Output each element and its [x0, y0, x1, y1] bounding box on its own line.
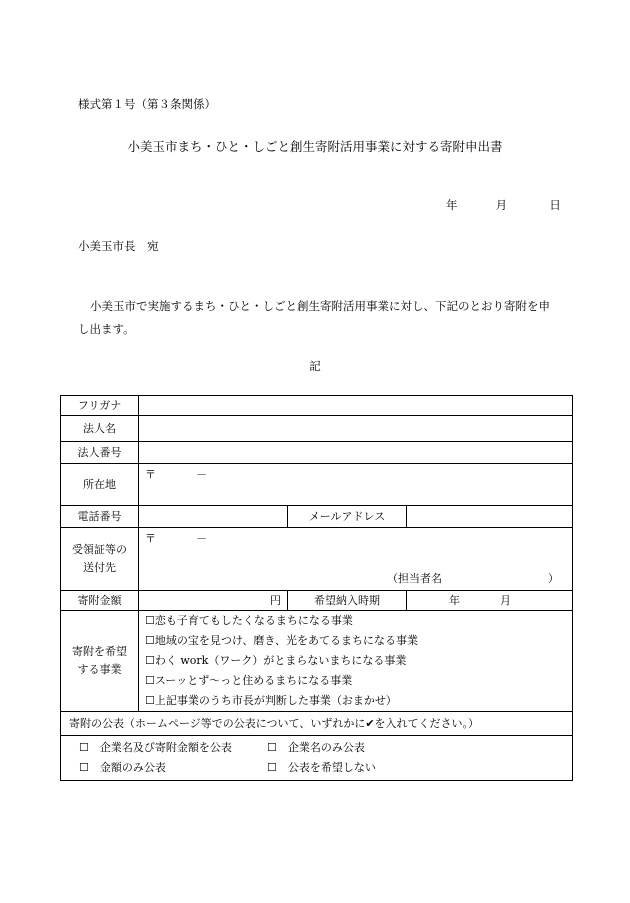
- publication-option[interactable]: ☐ 金額のみ公表: [79, 761, 166, 774]
- amount-label: 寄附金額: [61, 591, 139, 611]
- email-label: メールアドレス: [288, 506, 407, 528]
- project-option[interactable]: ☐わく work（ワーク）がとまらないまちになる事業: [145, 654, 407, 667]
- person-in-charge-close: ）: [548, 572, 559, 585]
- receipt-postal-mark: 〒: [145, 532, 156, 545]
- corp-name-label: 法人名: [61, 416, 139, 442]
- receipt-postal-dash: －: [196, 532, 207, 545]
- corp-number-field[interactable]: [139, 442, 573, 464]
- receipt-to-field[interactable]: [139, 528, 573, 591]
- period-month: 月: [500, 593, 511, 607]
- body-text: [78, 295, 560, 341]
- receipt-to-label: [61, 528, 139, 591]
- furigana-field[interactable]: [139, 396, 573, 416]
- publication-options: [61, 736, 573, 781]
- project-option[interactable]: ☐スーッとず〜っと住めるまちになる事業: [145, 674, 353, 687]
- person-in-charge-open: （担当者名: [387, 572, 442, 585]
- person-in-charge: [387, 570, 559, 588]
- projects-label-line1: 寄附を希望: [72, 645, 127, 658]
- document-title: 小美玉市まち・ひと・しごと創生寄附活用事業に対する寄附申出書: [127, 139, 503, 154]
- donation-form-table: [60, 395, 573, 781]
- date-line: [446, 197, 561, 213]
- receipt-to-label-line2: 送付先: [83, 561, 116, 574]
- amount-field[interactable]: [139, 591, 288, 611]
- location-field[interactable]: [139, 464, 573, 506]
- projects-label-line2: する事業: [77, 663, 122, 676]
- desired-period-field[interactable]: [407, 591, 573, 611]
- date-day: 日: [549, 198, 561, 212]
- phone-label: 電話番号: [61, 506, 139, 528]
- location-label: 所在地: [61, 464, 139, 506]
- addressee: 小美玉市長 宛: [78, 239, 159, 253]
- yen-unit: 円: [270, 593, 281, 607]
- ki-heading: 記: [309, 359, 321, 373]
- projects-label: [61, 611, 139, 712]
- projects-list: [139, 611, 573, 712]
- body-text-content: 小美玉市で実施するまち・ひと・しごと創生寄附活用事業に対し、下記のとおり寄附を申し出ます。: [78, 299, 550, 336]
- publication-option[interactable]: ☐ 企業名及び寄附金額を公表: [79, 741, 232, 754]
- form-reference: 様式第１号（第３条関係）: [78, 97, 216, 111]
- desired-period-label: 希望納入時期: [288, 591, 407, 611]
- project-option[interactable]: ☐恋も子育てもしたくなるまちになる事業: [145, 614, 353, 627]
- publication-note: 寄附の公表（ホームページ等での公表について、いずれかに✔を入れてください。）: [61, 712, 573, 736]
- publication-option[interactable]: ☐ 公表を希望しない: [267, 761, 376, 774]
- corp-number-label: 法人番号: [61, 442, 139, 464]
- project-option[interactable]: ☐地域の宝を見つけ、磨き、光をあてるまちになる事業: [145, 634, 418, 647]
- date-month: 月: [495, 198, 508, 212]
- phone-field[interactable]: [139, 506, 288, 528]
- period-year: 年: [449, 593, 460, 607]
- postal-dash: －: [196, 468, 207, 481]
- receipt-to-label-line1: 受領証等の: [72, 543, 127, 556]
- publication-option[interactable]: ☐ 企業名のみ公表: [267, 741, 365, 754]
- corp-name-field[interactable]: [139, 416, 573, 442]
- date-year: 年: [446, 198, 458, 212]
- furigana-label: フリガナ: [61, 396, 139, 416]
- email-field[interactable]: [407, 506, 573, 528]
- postal-mark: 〒: [145, 468, 156, 481]
- project-option[interactable]: ☐上記事業のうち市長が判断した事業（おまかせ）: [145, 694, 397, 707]
